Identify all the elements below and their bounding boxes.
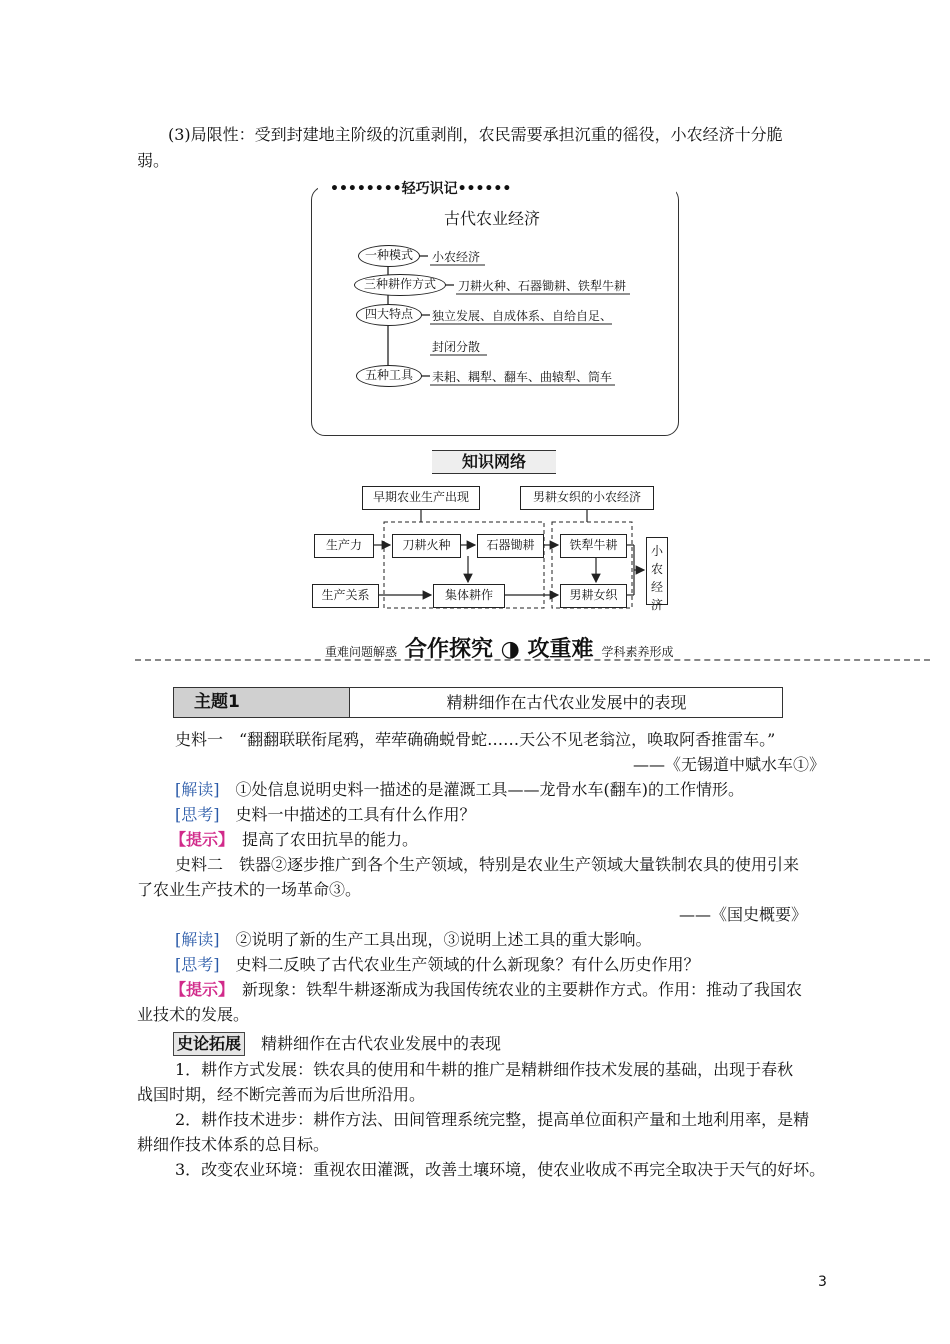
banner-divider — [135, 659, 930, 661]
hint-2-line-1: 【提示】 新现象：铁犁牛耕逐渐成为我国传统农业的主要耕作方式。作用：推动了我国农 — [170, 980, 803, 999]
traits-node: 四大特点 — [356, 304, 422, 326]
intro-line-2: 弱。 — [137, 151, 170, 170]
source-1-citation: ——《无锡道中赋水车①》 — [633, 755, 826, 774]
point-2-line-1: 2．耕作技术进步：耕作方法、田间管理系统完整，提高单位面积产量和土地利用率，是精 — [175, 1110, 810, 1129]
intro-line-1: (3)局限性：受到封建地主阶级的沉重剥削，农民需要承担沉重的徭役，小农经济十分脆 — [168, 125, 783, 144]
mode-node: 一种模式 — [358, 245, 420, 267]
topic-box — [173, 687, 783, 718]
productivity-node: 生产力 — [314, 534, 374, 558]
mode-leaf: 小农经济 — [432, 250, 481, 264]
traits-leaf-2: 封闭分散 — [432, 340, 481, 354]
topic-label: 主题1 — [174, 688, 349, 717]
tools-node: 五种工具 — [356, 365, 422, 387]
think-2: [思考] 史料二反映了古代农业生产领域的什么新现象？有什么历史作用？ — [175, 955, 700, 974]
source-2-citation: ——《国史概要》 — [679, 905, 808, 924]
point-1-line-2: 战国时期，经不断完善而为后世所沿用。 — [137, 1085, 426, 1104]
man-woman-node: 男耕女织 — [560, 584, 627, 608]
think-1: [思考] 史料一中描述的工具有什么作用？ — [175, 805, 476, 824]
network-title: 知识网络 — [432, 450, 556, 474]
methods-leaf: 刀耕火种、石器锄耕、铁犁牛耕 — [458, 279, 627, 293]
interpret-1: [解读] ①处信息说明史料一描述的是灌溉工具——龙骨水车(翻车)的工作情形。 — [175, 780, 745, 799]
point-1-line-1: 1．耕作方式发展：铁农具的使用和牛耕的推广是精耕细作技术发展的基础，出现于春秋 — [175, 1060, 794, 1079]
production-relations-node: 生产关系 — [312, 584, 379, 608]
methods-node: 三种耕作方式 — [354, 274, 446, 296]
traits-leaf: 独立发展、自成体系、自给自足、 — [432, 309, 613, 323]
tools-leaf: 耒耜、耦犁、翻车、曲辕犁、筒车 — [432, 370, 613, 384]
extension-title: 精耕细作在古代农业发展中的表现 — [261, 1034, 502, 1053]
early-agriculture-node: 早期农业生产出现 — [362, 486, 480, 510]
mnemonic-heading: ••••••••轻巧识记•••••• — [330, 181, 512, 197]
point-3: 3．改变农业环境：重视农田灌溉，改善土壤环境，使农业收成不再完全取决于天气的好坏。 — [175, 1160, 826, 1179]
extension-label: 史论拓展 — [173, 1032, 245, 1056]
small-farm-node: 小农经济 — [646, 537, 668, 605]
stone-hoe-node: 石器锄耕 — [477, 534, 544, 558]
collective-farming-node: 集体耕作 — [433, 584, 505, 608]
mnemonic-title: 古代农业经济 — [444, 209, 541, 228]
source-2-line-1: 史料二 铁器②逐步推广到各个生产领域，特别是农业生产领域大量铁制农具的使用引来 — [175, 855, 800, 874]
banner-main: 合作探究 ◑ 攻重难 — [405, 637, 594, 662]
hint-2-line-2: 业技术的发展。 — [137, 1005, 250, 1024]
banner-left: 重难问题解惑 — [325, 645, 398, 659]
extension-heading — [173, 1032, 501, 1056]
small-farm-economy-node: 男耕女织的小农经济 — [520, 486, 654, 510]
iron-plough-node: 铁犁牛耕 — [560, 534, 627, 558]
hint-1: 【提示】 提高了农田抗旱的能力。 — [170, 830, 419, 849]
network-connectors — [0, 0, 950, 640]
point-2-line-2: 耕细作技术体系的总目标。 — [137, 1135, 330, 1154]
page-number: 3 — [818, 1274, 827, 1290]
banner-right: 学科素养形成 — [601, 645, 674, 659]
source-1: 史料一 “翻翻联联衔尾鸦，荦荦确确蜕骨蛇……天公不见老翁泣，唤取阿香推雷车。” — [175, 730, 776, 749]
slash-burn-node: 刀耕火种 — [392, 534, 461, 558]
topic-title: 精耕细作在古代农业发展中的表现 — [349, 688, 783, 717]
source-2-line-2: 了农业生产技术的一场革命③。 — [137, 880, 362, 899]
interpret-2: [解读] ②说明了新的生产工具出现，③说明上述工具的重大影响。 — [175, 930, 652, 949]
